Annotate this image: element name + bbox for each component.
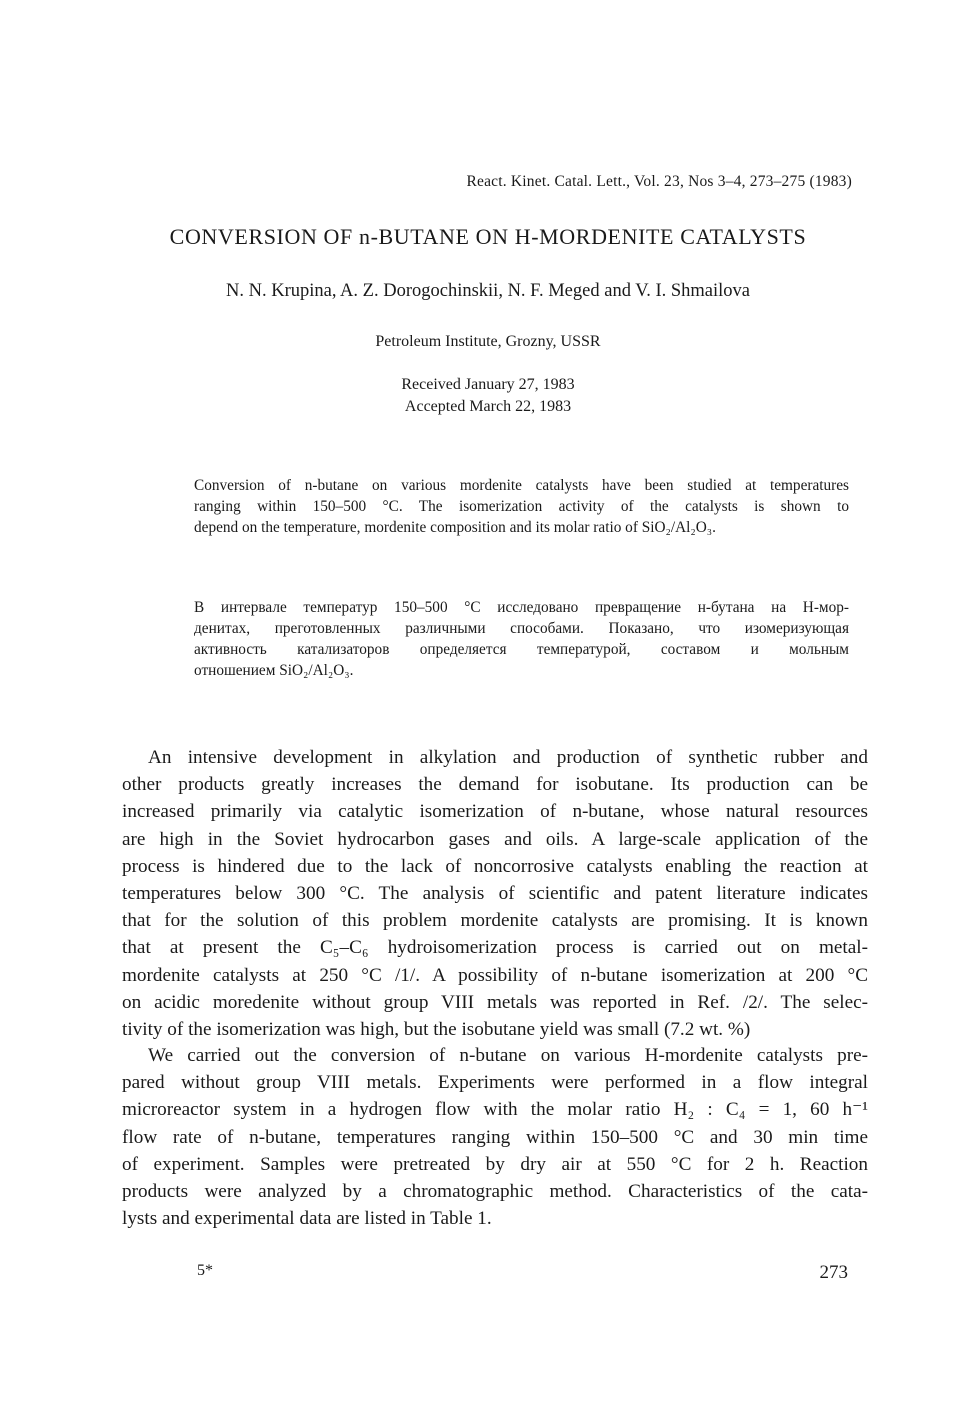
page-number: 273 — [819, 1262, 848, 1283]
signature-mark: 5* — [197, 1262, 213, 1279]
abstract-ru-line: активность катализаторов определяется температурой, составом и мольным — [194, 641, 849, 658]
accepted-date: Accepted March 22, 1983 — [404, 398, 572, 415]
abstract-english — [194, 475, 849, 538]
body-line: that for the solution of this problem mordenite catalysts are promising. It is known — [122, 910, 868, 932]
body-line: on acidic moredenite without group VIII metals was reported in Ref. /2/. The selec- — [122, 991, 868, 1013]
body-line: We carried out the conversion of n-butane on various H-mordenite catalysts pre- — [148, 1045, 868, 1066]
author-list: N. N. Krupina, A. Z. Dorogochinskii, N. F. Meged and V. I. Shmailova — [225, 281, 751, 301]
abstract-en-line: Conversion of n-butane on various mordenite catalysts have been studied at temperatures — [194, 477, 849, 494]
abstract-en-line: ranging within 150–500 °C. The isomerization activity of the catalysts is shown to — [194, 498, 849, 515]
body-line: An intensive development in alkylation and production of synthetic rubber and — [148, 747, 868, 768]
affiliation: Petroleum Institute, Grozny, USSR — [375, 333, 601, 350]
body-line: pared without group VIII metals. Experiments were performed in a flow integral — [122, 1072, 868, 1094]
body-line: process is hindered due to the lack of noncorrosive catalysts enabling the reaction at — [122, 855, 868, 877]
body-line: products were analyzed by a chromatographic method. Characteristics of the cata- — [122, 1181, 868, 1203]
body-line: increased primarily via catalytic isomerization of n-butane, whose natural resources — [122, 801, 868, 823]
body-line: tivity of the isomerization was high, but the isobutane yield was small (7.2 wt. %) — [122, 1019, 751, 1041]
body-line: flow rate of n-butane, temperatures ranging within 150–500 °C and 30 min time — [122, 1126, 868, 1148]
body-paragraph-2 — [122, 1042, 868, 1232]
abstract-en-line: depend on the temperature, mordenite composition and its molar ratio of SiO₂/Al₂O₃. — [194, 519, 716, 536]
abstract-ru-line: В интервале температур 150–500 °С исследовано превращение н-бутана на Н-мор- — [194, 599, 849, 616]
body-line: of experiment. Samples were pretreated by dry air at 550 °C for 2 h. Reaction — [122, 1153, 868, 1175]
body-line: mordenite catalysts at 250 °C /1/. A possibility of n-butane isomerization at 200 °C — [122, 964, 868, 986]
abstract-russian — [194, 597, 849, 681]
body-line: that at present the C₅–C₆ hydroisomerization process is carried out on metal- — [122, 937, 868, 959]
abstract-ru-line: отношением SiO₂/Al₂O₃. — [194, 662, 354, 679]
submission-dates — [0, 374, 976, 418]
body-line: microreactor system in a hydrogen flow with the molar ratio H₂ : C₄ = 1, 60 h⁻¹ — [122, 1099, 868, 1121]
body-line: temperatures below 300 °C. The analysis of scientific and patent literature indicates — [122, 883, 868, 905]
journal-reference: React. Kinet. Catal. Lett., Vol. 23, Nos 3–4, 273–275 (1983) — [466, 173, 852, 190]
abstract-ru-line: денитах, преготовленных различными способами. Показано, что изомеризующая — [194, 620, 849, 637]
body-paragraph-1 — [122, 744, 868, 1043]
received-date: Received January 27, 1983 — [401, 376, 575, 393]
body-line: are high in the Soviet hydrocarbon gases and oils. A large-scale application of the — [122, 828, 868, 850]
paper-title: CONVERSION OF n-BUTANE ON H-MORDENITE CATALYSTS — [169, 224, 807, 249]
body-line: lysts and experimental data are listed in Table 1. — [122, 1208, 492, 1230]
body-line: other products greatly increases the demand for isobutane. Its production can be — [122, 774, 868, 796]
